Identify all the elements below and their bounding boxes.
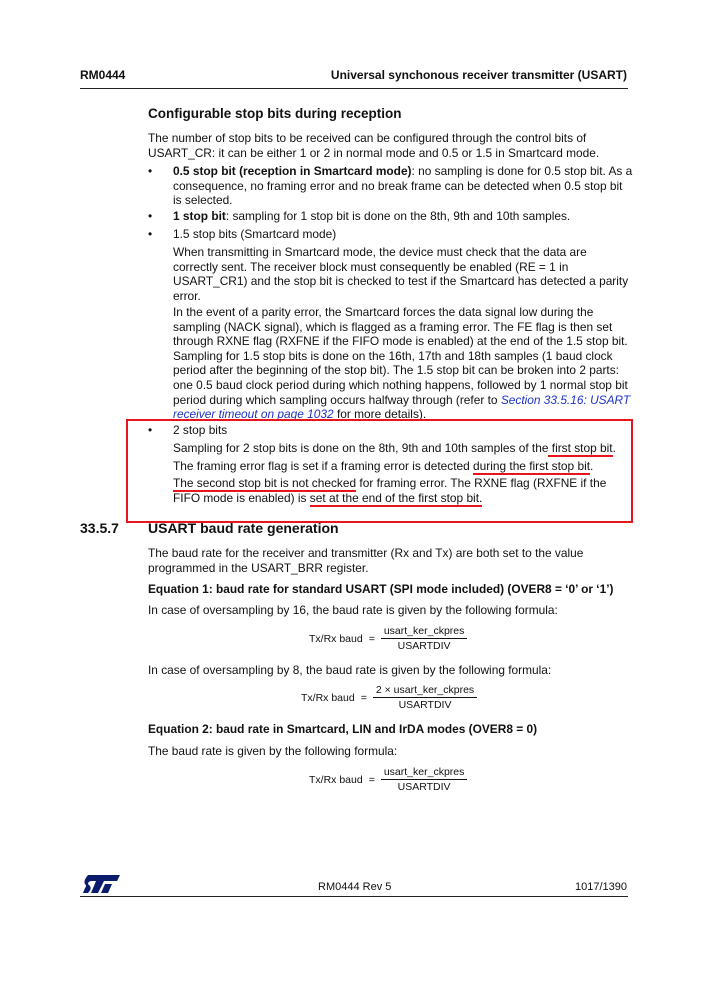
bullet-half-stop-bit — [173, 164, 633, 208]
fraction — [373, 684, 477, 711]
oversampling-8-text: In case of oversampling by 8, the baud rate is given by the following formula: — [148, 663, 552, 677]
paragraph-line: USART_CR1) and the stop bit is checked to test if the Smartcard has detected a parity — [173, 274, 629, 289]
text-run: : sampling for 1 stop bit is done on the 8th, 9th and 10th samples. — [225, 209, 571, 223]
bullet-one-half-stop-bits — [173, 227, 633, 242]
paragraph-line: through RXNE flag (RXFNE if the FIFO mode is enabled) at the end of the 1.5 stop bit. — [173, 334, 628, 349]
stop-bits-intro — [148, 131, 633, 160]
equals-sign: = — [368, 773, 375, 786]
paragraph-line: period after the beginning of the stop bit). The 1.5 stop bit can be broken into 2 parts: — [173, 363, 619, 378]
paragraph-line: Sampling for 1.5 stop bits is done on the 16th, 17th and 18th samples (1 baud clock — [173, 348, 613, 363]
denominator: USARTDIV — [397, 781, 451, 793]
text-run: for framing error. The RXNE flag (RXFNE if the — [356, 476, 607, 490]
text-run: . — [590, 459, 594, 473]
paragraph-line: In the event of a parity error, the Smartcard forces the data signal low during the — [173, 305, 594, 319]
bullet-line — [173, 164, 633, 179]
header-section-title: Universal synchonous receiver transmitter (USART) — [330, 68, 627, 82]
denominator: USARTDIV — [398, 699, 452, 711]
section-link[interactable]: Section 33.5.16: USART — [500, 392, 631, 407]
st-logo-icon — [82, 873, 122, 895]
bullet-marker: • — [148, 209, 153, 223]
equation-1-heading: Equation 1: baud rate for standard USART (SPI mode included) (OVER8 = ‘0’ or ‘1’) — [148, 582, 614, 596]
denominator: USARTDIV — [397, 640, 451, 652]
header-doc-id: RM0444 — [80, 68, 126, 82]
equation-2-heading: Equation 2: baud rate in Smartcard, LIN and IrDA modes (OVER8 = 0) — [148, 722, 538, 736]
oversampling-16-text: In case of oversampling by 16, the baud rate is given by the following formula: — [148, 603, 558, 617]
section-link[interactable]: receiver timeout on page 1032 — [173, 407, 334, 422]
baud-intro — [148, 546, 633, 575]
paragraph-line — [173, 393, 633, 408]
two-stop-bits-line-3 — [173, 476, 633, 505]
bullet-line: 2 stop bits — [173, 423, 228, 437]
formula-lhs: Tx/Rx baud — [309, 773, 363, 786]
smartcard-formula-text: The baud rate is given by the following formula: — [148, 744, 398, 758]
underlined-phrase: The second stop bit is not checked — [173, 476, 357, 490]
paragraph-line — [173, 491, 633, 506]
formula-lhs: Tx/Rx baud — [309, 632, 363, 645]
bullet-marker: • — [148, 423, 153, 437]
bullet-line: 1.5 stop bits (Smartcard mode) — [173, 227, 337, 241]
two-stop-bits-line-1 — [173, 441, 633, 456]
bullet-marker: • — [148, 227, 153, 241]
footer-page-number: 1017/1390 — [575, 881, 627, 893]
paragraph-line: When transmitting in Smartcard mode, the device must check that the data are — [173, 245, 587, 259]
numerator: 2 × usart_ker_ckpres — [373, 684, 477, 698]
formula-lhs: Tx/Rx baud — [301, 691, 355, 704]
text-run: . — [612, 441, 616, 455]
text-run: FIFO mode is enabled) is — [173, 490, 310, 505]
baud-rate-heading: USART baud rate generation — [148, 520, 339, 536]
numerator: usart_ker_ckpres — [381, 766, 468, 780]
text-run: The framing error flag is set if a framing error is detected — [173, 459, 474, 473]
footer-revision: RM0444 Rev 5 — [318, 881, 392, 893]
equals-sign: = — [368, 632, 375, 645]
bold-term: 1 stop bit — [173, 209, 226, 223]
formula-oversampling-16 — [309, 625, 467, 652]
bullet-line — [173, 209, 633, 224]
bullet-two-stop-bits — [173, 423, 633, 438]
numerator: usart_ker_ckpres — [381, 625, 468, 639]
paragraph-line: one 0.5 baud clock period during which nothing happens, followed by 1 normal stop bit — [173, 377, 628, 392]
two-stop-bits-line-2 — [173, 459, 633, 474]
header-divider — [80, 88, 628, 89]
bullet-line: is selected. — [173, 193, 233, 208]
fraction — [381, 625, 468, 652]
bullet-one-stop-bit — [173, 209, 633, 224]
intro-line: USART_CR: it can be either 1 or 2 in normal mode and 0.5 or 1.5 in Smartcard mode. — [148, 145, 600, 160]
footer-divider — [80, 896, 628, 897]
paragraph-line: programmed in the USART_BRR register. — [148, 560, 369, 575]
underlined-phrase: first stop bit — [548, 441, 613, 455]
section-number: 33.5.7 — [80, 520, 119, 536]
smartcard-paragraph-1 — [173, 245, 633, 303]
bullet-marker: • — [148, 164, 153, 178]
bold-term: 0.5 stop bit (reception in Smartcard mode) — [173, 164, 412, 178]
text-run: Sampling for 2 stop bits is done on the 8th, 9th and 10th samples of the — [173, 441, 549, 455]
smartcard-paragraph-2 — [173, 305, 633, 422]
formula-smartcard — [309, 766, 467, 793]
formula-oversampling-8 — [301, 684, 477, 711]
underlined-phrase: during the first stop bit — [473, 459, 591, 473]
text-run: period during which sampling occurs halfway through (refer to — [173, 392, 501, 407]
paragraph-line: sampling (NACK signal), which is flagged as a framing error. The FE flag is then set — [173, 319, 613, 334]
paragraph-line — [173, 476, 633, 491]
text-run: : no sampling is done for 0.5 stop bit. As a — [411, 164, 633, 178]
fraction — [381, 766, 468, 793]
intro-line: The number of stop bits to be received can be configured through the control bits of — [148, 131, 587, 145]
stop-bits-heading: Configurable stop bits during reception — [148, 106, 402, 121]
bullet-line: consequence, no framing error and no break frame can be detected when 0.5 stop bit — [173, 178, 623, 193]
paragraph-line: correctly sent. The receiver block must consequently be enabled (RE = 1 in — [173, 259, 569, 274]
paragraph-line: error. — [173, 288, 201, 303]
text-run: for more details). — [333, 407, 427, 422]
paragraph-line: The baud rate for the receiver and transmitter (Rx and Tx) are both set to the value — [148, 546, 584, 560]
equals-sign: = — [360, 691, 367, 704]
underlined-phrase: set at the end of the first stop bit. — [309, 490, 483, 505]
